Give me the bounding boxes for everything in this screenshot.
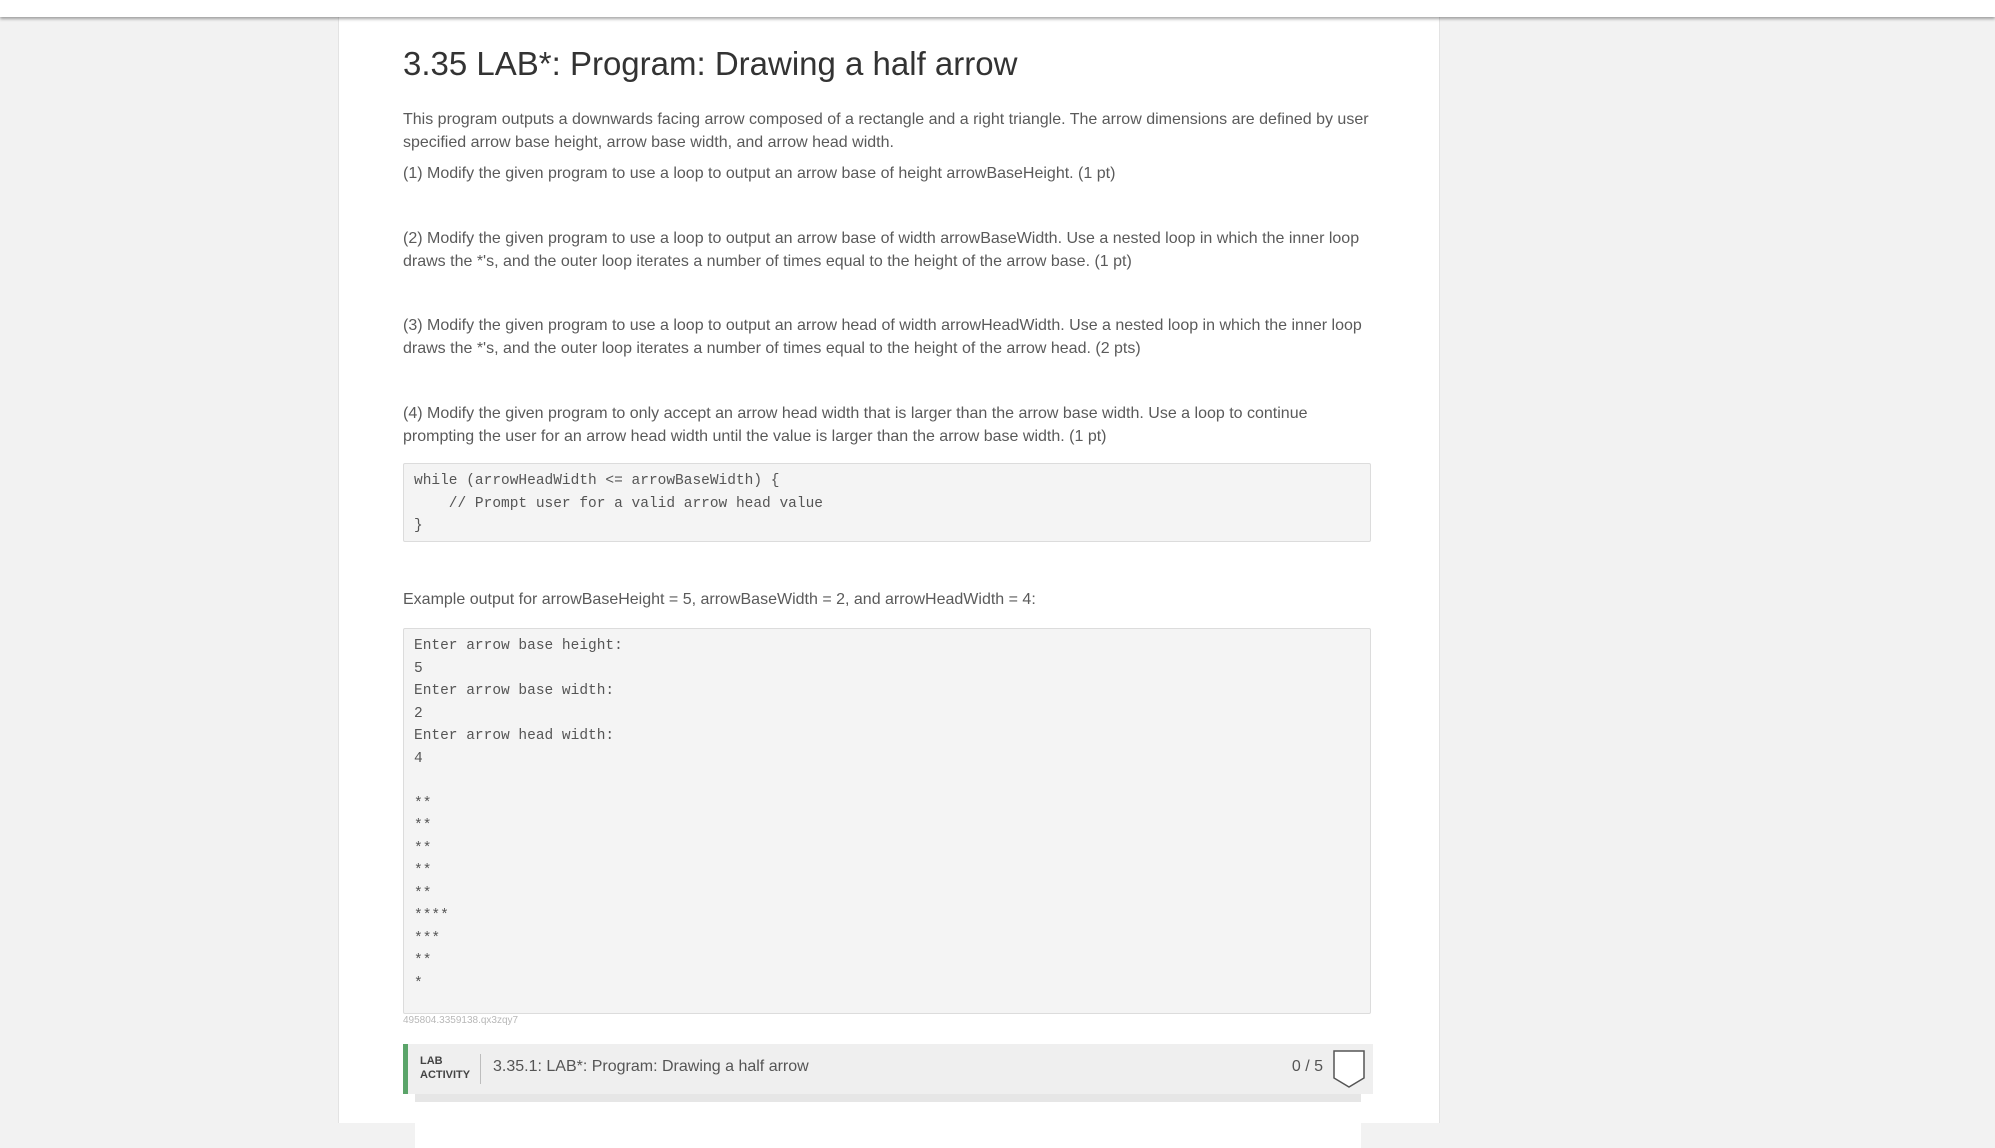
activity-label-line: ACTIVITY: [420, 1069, 471, 1081]
output-line: [414, 770, 1370, 793]
output-line: **: [414, 885, 432, 902]
lab-activity-header[interactable]: [403, 1044, 1373, 1094]
lab-accent-bar: [403, 1044, 408, 1094]
lab-score: 0 / 5: [1291, 1058, 1323, 1075]
output-line: **: [414, 795, 432, 812]
output-line: **: [414, 840, 432, 857]
lab-label-line: LAB: [420, 1055, 443, 1067]
step-3-text: (3) Modify the given program to use a loop to output an arrow head of width arrowHeadWidth. Use a nested loop in which the inner loop draws the *'s, and the outer loop iterates a number of times equal to the height of the arrow head. (2 pts): [403, 317, 1362, 357]
content-resource-id: 495804.3359138.qx3zqy7: [403, 1015, 519, 1026]
output-line: ****: [414, 908, 449, 924]
page-title: 3.35 LAB*: Program: Drawing a half arrow: [403, 45, 1018, 82]
output-line: **: [414, 953, 432, 969]
lab-activity-title: 3.35.1: LAB*: Program: Drawing a half arrow: [493, 1058, 809, 1075]
output-line: 5: [414, 660, 423, 677]
output-line: *: [414, 975, 423, 992]
output-line: ***: [414, 930, 441, 947]
step-1-text: (1) Modify the given program to use a loop to output an arrow base of height arrowBaseHeight. (1 pt): [403, 165, 1116, 182]
intro-text: This program outputs a downwards facing arrow composed of a rectangle and a right triangle. The arrow dimensions are defined by user specified arrow base height, arrow base width, and arrow head width.: [403, 111, 1369, 151]
shield-icon: [1333, 1050, 1365, 1088]
output-line: Enter arrow head width:: [414, 728, 615, 744]
output-line: 2: [414, 705, 423, 722]
example-caption: Example output for arrowBaseHeight = 5, arrowBaseWidth = 2, and arrowHeadWidth = 4:: [403, 591, 1036, 608]
output-line: 4: [414, 750, 423, 767]
output-line: **: [414, 818, 432, 834]
step-4-text: (4) Modify the given program to only accept an arrow head width that is larger than the arrow base width. Use a loop to continue prompting the user for an arrow head width until the value is larger than the arrow base width. (1 pt): [403, 405, 1308, 445]
step-2-text: (2) Modify the given program to use a loop to output an arrow base of width arrowBaseWidth. Use a nested loop in which the inner loop draws the *'s, and the outer loop iterates a number of times equal to the height of the arrow base. (1 pt): [403, 230, 1360, 270]
lab-activity-label: [420, 1054, 470, 1082]
output-line: Enter arrow base width:: [414, 683, 615, 699]
top-bar: [0, 0, 1995, 17]
output-line: **: [414, 863, 432, 879]
content-page: [338, 17, 1440, 1123]
lab-divider: [480, 1054, 481, 1084]
code-line: while (arrowHeadWidth <= arrowBaseWidth) {: [414, 473, 780, 489]
lab-editor-area: [415, 1094, 1361, 1148]
code-line: // Prompt user for a valid arrow head value: [414, 495, 823, 512]
code-line: }: [414, 518, 423, 534]
example-output-block: [403, 628, 1371, 1014]
output-line: Enter arrow base height:: [414, 638, 623, 654]
code-snippet-block: [403, 463, 1371, 542]
